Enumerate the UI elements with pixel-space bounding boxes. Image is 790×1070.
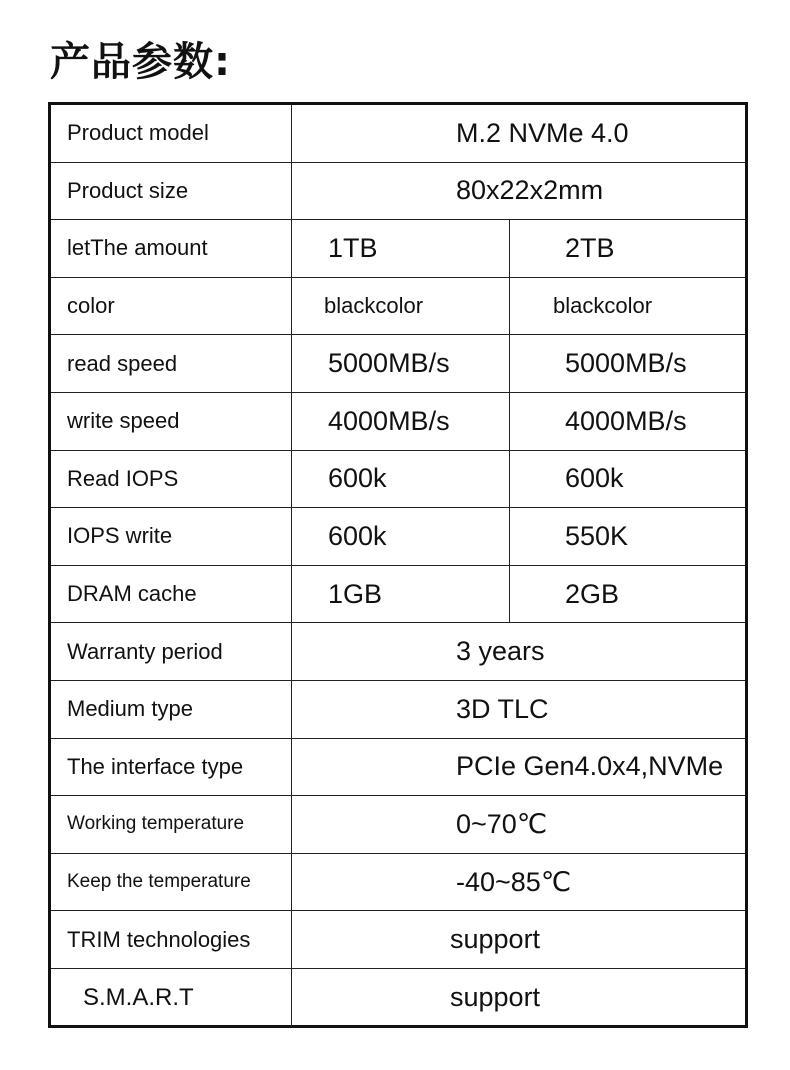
page-title: 产品参数: bbox=[50, 39, 231, 85]
spec-label: Product size bbox=[67, 177, 189, 203]
spec-label: read speed bbox=[67, 350, 178, 376]
spec-row-color bbox=[51, 278, 745, 336]
spec-label: TRIM technologies bbox=[67, 926, 251, 952]
spec-row-write-speed bbox=[51, 393, 745, 451]
spec-label: write speed bbox=[67, 408, 180, 434]
spec-label: color bbox=[67, 293, 115, 319]
spec-label: IOPS write bbox=[67, 523, 173, 549]
spec-value-1tb: 5000MB/s bbox=[291, 335, 509, 392]
spec-value: -40~85℃ bbox=[291, 854, 745, 911]
spec-label: S.M.A.R.T bbox=[83, 983, 194, 1011]
spec-row-product-model bbox=[51, 105, 745, 163]
spec-label: DRAM cache bbox=[67, 581, 197, 607]
spec-value: M.2 NVMe 4.0 bbox=[291, 105, 745, 162]
spec-row-medium-type bbox=[51, 681, 745, 739]
spec-row-read-speed bbox=[51, 335, 745, 393]
spec-row-storage-temp bbox=[51, 854, 745, 912]
spec-row-product-size bbox=[51, 163, 745, 221]
spec-table bbox=[48, 102, 748, 1028]
spec-label: The interface type bbox=[67, 753, 244, 779]
spec-label: Read IOPS bbox=[67, 465, 179, 491]
spec-row-interface bbox=[51, 739, 745, 797]
spec-row-warranty bbox=[51, 623, 745, 681]
spec-label: Working temperature bbox=[67, 813, 245, 835]
spec-value: support bbox=[291, 911, 745, 968]
spec-label: letThe amount bbox=[67, 235, 208, 261]
spec-label: Keep the temperature bbox=[67, 871, 251, 893]
spec-value: 80x22x2mm bbox=[291, 163, 745, 220]
spec-value-1tb: 600k bbox=[291, 451, 509, 508]
spec-label: Product model bbox=[67, 120, 209, 146]
spec-value: support bbox=[291, 969, 745, 1027]
spec-value-2tb: 2TB bbox=[509, 220, 745, 277]
spec-row-write-iops bbox=[51, 508, 745, 566]
spec-value-2tb: 2GB bbox=[509, 566, 745, 623]
spec-value: PCIe Gen4.0x4,NVMe bbox=[291, 739, 745, 796]
spec-value-2tb: blackcolor bbox=[509, 278, 745, 335]
spec-value: 0~70℃ bbox=[291, 796, 745, 853]
spec-value-1tb: 1TB bbox=[291, 220, 509, 277]
spec-value-1tb: 1GB bbox=[291, 566, 509, 623]
spec-value-1tb: 4000MB/s bbox=[291, 393, 509, 450]
spec-value: 3D TLC bbox=[291, 681, 745, 738]
spec-value-2tb: 4000MB/s bbox=[509, 393, 745, 450]
spec-row-read-iops bbox=[51, 451, 745, 509]
spec-label: Warranty period bbox=[67, 638, 223, 664]
spec-value-1tb: blackcolor bbox=[291, 278, 509, 335]
spec-value-1tb: 600k bbox=[291, 508, 509, 565]
spec-value-2tb: 5000MB/s bbox=[509, 335, 745, 392]
spec-row-working-temp bbox=[51, 796, 745, 854]
spec-row-capacity bbox=[51, 220, 745, 278]
spec-row-dram-cache bbox=[51, 566, 745, 624]
spec-row-trim bbox=[51, 911, 745, 969]
spec-value-2tb: 550K bbox=[509, 508, 745, 565]
spec-row-smart bbox=[51, 969, 745, 1027]
spec-label: Medium type bbox=[67, 696, 193, 722]
spec-value-2tb: 600k bbox=[509, 451, 745, 508]
spec-value: 3 years bbox=[291, 623, 745, 680]
